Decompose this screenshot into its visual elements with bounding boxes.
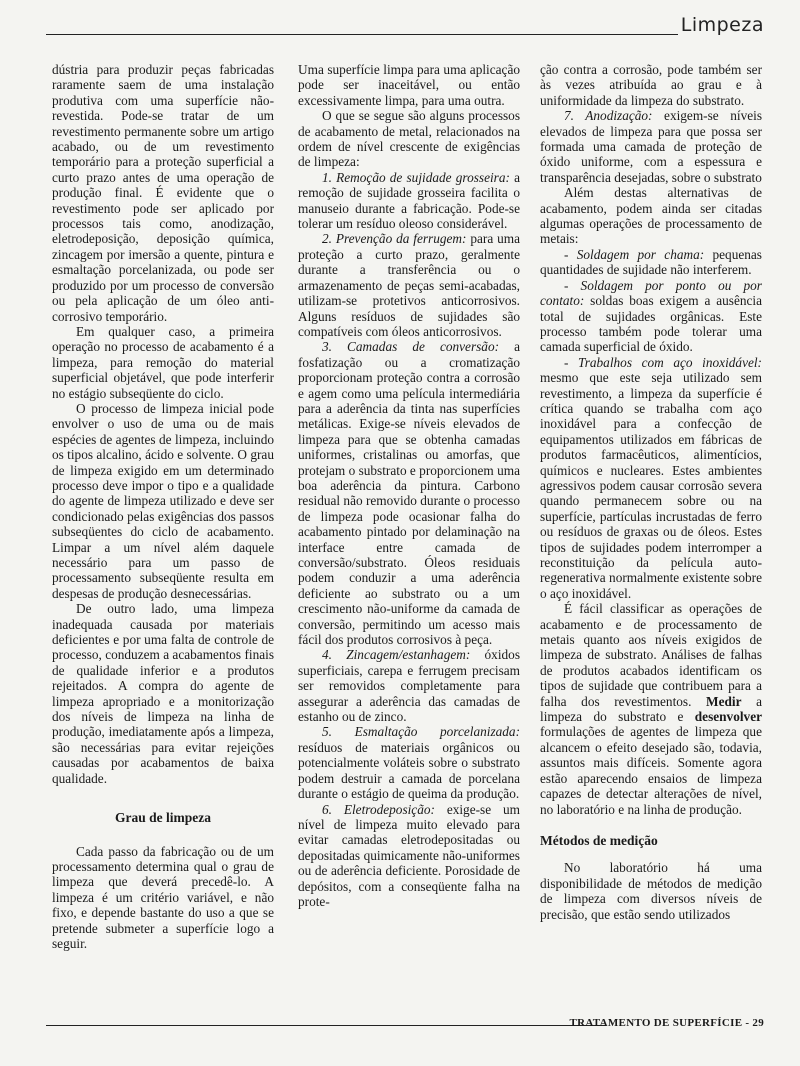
emphasis-measure: Medir [706,693,742,709]
paragraph [540,601,762,817]
item-label: 3. Camadas de conversão: [322,339,500,355]
paragraph: ção contra a corrosão, pode também ser às vezes atribuída ao grau e à uniformidade da limpeza do substrato. [540,62,762,108]
item-label: 5. Esmaltação porcelanizada: [322,724,520,740]
list-item [298,802,520,910]
item-text: pequenas quantidades de sujidade não interferem. [540,246,762,278]
list-item [540,355,762,602]
column-2 [298,62,520,909]
footer-rule [46,1025,606,1026]
paragraph: Uma superfície limpa para uma aplicação pode ser inaceitável, ou então excessivamente limpa, para uma outra. [298,62,520,108]
list-item [298,170,520,232]
list-item [540,278,762,355]
item-text: exige-se um nível de limpeza muito elevado para evitar camadas eletrodepositadas ou depositadas quimicamente não-uniformes ou de aderência deficiente. Porosidade de depósitos, com a conseqüente falha na prote- [298,801,520,909]
item-label: 1. Remoção de sujidade grosseira: [322,169,510,185]
item-text: a remoção de sujidade grosseira facilita o manuseio durante a fabricação. Pode-se tolerar um resíduo oleoso considerável. [298,169,520,232]
item-label: 7. Anodização: [564,108,653,124]
paragraph: Além destas alternativas de acabamento, podem ainda ser citadas algumas operações de processamento de metais: [540,185,762,247]
item-text: a fosfatização ou a cromatização proporcionam proteção contra a corrosão e agem como uma película intermediária para a aderência da tinta nas superfícies metálicas. Exige-se níveis elevados de limpeza para que se obtenha camadas uniformes, cristalinas ou amorfas, que protejam o substrato e proporcionem uma boa aderência da pintura. Carbono residual não removido durante o processo de limpeza pode ocasionar falha do acabamento pintado por delaminação na interface entre camada de conversão/substrato. Óleos residuais podem conduzir a uma aderência deficiente ao substrato ou a um crescimento não-uniforme da camada de conversão, permitindo um acesso mais fácil dos produtos corrosivos à peça. [298,339,520,648]
section-label: Limpeza [680,14,764,36]
text-run: a limpeza do substrato e [540,693,762,725]
paragraph: Em qualquer caso, a primeira operação no processo de acabamento é a limpeza, para remoção do material superficial objetável, que pode interferir no estágio subseqüente do ciclo. [52,323,274,401]
paragraph: O processo de limpeza inicial pode envolver o uso de uma ou de mais espécies de agentes de limpeza, incluindo os tipos alcalino, ácido e solvente. O grau de limpeza exigido em um determinado processo deve impor o tipo e a qualidade do agente de limpeza utilizado e deve ser condicionado pelas exigências dos passos subseqüentes do ciclo de acabamento. Limpar a um nível além daquele necessário para um passo de processamento subseqüente resulta em despesas de produção desnecessárias. [52,400,274,601]
item-text: resíduos de materiais orgânicos ou potencialmente voláteis sobre o substrato podem destruir a camada de porcelana durante o estágio de queima da produção. [298,739,520,802]
item-text: mesmo que este seja utilizado sem revestimento, a limpeza da superfície é crítica quando se trabalha com aço inoxidável para a confecção de equipamentos utilizados em fábricas de produtos farmacêuticos, alimentícios, químicos e nucleares. Estes ambientes agressivos podem causar corrosão severa quando permanecem sobre ou na superfície, partículas incrustadas de ferro ou resíduos de graxas ou de óleos. Estes tipos de sujidades podem interromper a reconstituição da película auto-regenerativa normalmente existente sobre o aço inoxidável. [540,370,762,601]
item-label: - Trabalhos com aço inoxidável: [564,354,762,370]
running-footer: TRATAMENTO DE SUPERFÍCIE - 29 [569,1017,764,1029]
paragraph: O que se segue são alguns processos de acabamento de metal, relacionados na ordem de nível crescente de exigências de limpeza: [298,108,520,170]
list-item [298,647,520,724]
item-label: - Soldagem por chama: [564,246,705,262]
column-1 [52,62,274,951]
header-rule [46,34,678,35]
list-item [540,247,762,278]
paragraph: dústria para produzir peças fabricadas raramente saem de uma instalação produtiva com uma superfície não-revestida. Pode-se tratar de um revestimento permanente sobre um artigo acabado, ou de um revestimento temporário para a proteção superficial a curto prazo antes de uma operação de produção final. É evidente que o revestimento pode ser aplicado por processos tais como, anodização, eletrodeposição, deposição química, zincagem por imersão a quente, pintura e esmaltação porcelanizada, ou pode ser produzido por um processo de conversão ou pela aplicação de um óleo anti-corrosivo temporário. [52,62,274,324]
list-item [298,339,520,647]
section-heading: Grau de limpeza [115,810,211,826]
column-3 [540,62,762,922]
text-run: É fácil classificar as operações de acabamento e de processamento de metais quanto aos níveis exigidos de limpeza de substrato. Análises de falhas de produtos acabados identificam os tipos de sujidade que contribuem para a falha dos revestimentos. [540,601,762,709]
list-item [298,231,520,339]
emphasis-develop: desenvolver [694,709,762,725]
paragraph: Cada passo da fabricação ou de um processamento determina qual o grau de limpeza que deverá precedê-lo. A limpeza é um critério variável, e não fixo, e depende bastante do uso a que se pretende submeter a superfície logo a seguir. [52,843,274,951]
list-item [540,108,762,185]
item-text: soldas boas exigem a ausência total de sujidades orgânicas. Este processo também pode tolerar uma camada superficial de óxido. [540,293,762,355]
item-label: 2. Prevenção da ferrugem: [322,231,467,247]
item-text: exigem-se níveis elevados de limpeza para que possa ser formada uma camada de proteção de óxido uniforme, com a espessura e transparência desejadas, sobre o substrato [540,108,762,185]
paragraph: De outro lado, uma limpeza inadequada causada por materiais deficientes e por uma falta de controle de processo, conduzem a acabamentos finais de qualidade inferior e a produtos rejeitados. A compra do agente de limpeza apropriado e a monitorização dos níveis de limpeza na linha de produção, imediatamente após a limpeza, são necessárias para evitar rejeições causadas por acabamentos de baixa qualidade. [52,601,274,786]
item-text: para uma proteção a curto prazo, geralmente durante a transferência ou o armazenamento de peças semi-acabadas, utilizam-se protetivos anticorrosivos. Alguns resíduos de sujidades são compatíveis com óleos anticorrosivos. [298,231,520,339]
section-heading: Métodos de medição [540,832,658,848]
item-label: 6. Eletrodeposição: [322,801,435,817]
item-label: - Soldagem por ponto ou por contato: [540,277,762,309]
item-text: óxidos superficiais, carepa e ferrugem precisam ser removidos completamente para assegurar a aderência das camadas de estanho ou de zinco. [298,647,520,725]
item-label: 4. Zincagem/estanhagem: [322,647,471,663]
list-item [298,724,520,801]
paragraph: No laboratório há uma disponibilidade de métodos de medição de limpeza com diversos níveis de precisão, que estão sendo utilizados [540,860,762,922]
text-run: formulações de agentes de limpeza que alcancem o efeito desejado são, todavia, assuntos mais difíceis. Somente agora estão aparecendo ensaios de limpeza capazes de detectar alterações de nível, no laboratório e na linha de produção. [540,724,762,817]
